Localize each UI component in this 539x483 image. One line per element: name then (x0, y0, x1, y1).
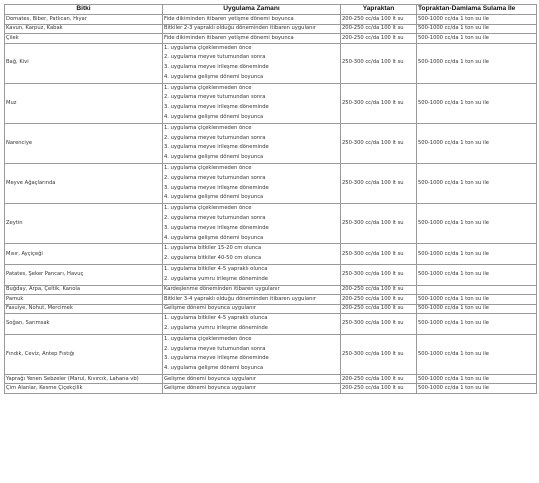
timing-step: Gelişme dönemi boyunca uygulanır (164, 375, 256, 382)
timing-cell (163, 314, 341, 335)
table-row (5, 314, 537, 335)
foliar-dose-cell: 250-300 cc/da 100 lt su (341, 244, 417, 265)
timing-step: 4. uygulama gelişme dönemi boyunca (164, 194, 264, 201)
foliar-dose-cell: 250-300 cc/da 100 lt su (341, 314, 417, 335)
foliar-dose-cell: 250-300 cc/da 100 lt su (341, 334, 417, 374)
soil-dose-cell: 500-1000 cc/da 1 ton su ile (417, 374, 537, 384)
timing-step: 1. uygulama çiçeklenmeden önce (164, 84, 252, 91)
timing-step: 1. uygulama bitkiler 4-5 yapraklı olunca (164, 266, 268, 273)
plant-cell: Fındık, Ceviz, Antep Fıstığı (5, 334, 163, 374)
table-row (5, 164, 537, 204)
foliar-dose-cell: 250-300 cc/da 100 lt su (341, 265, 417, 286)
foliar-dose-cell: 250-300 cc/da 100 lt su (341, 43, 417, 83)
table-row (5, 34, 537, 44)
plant-cell: Buğday, Arpa, Çeltik, Kanola (5, 285, 163, 295)
timing-step: 4. uygulama gelişme dönemi boyunca (164, 73, 264, 80)
timing-step: 2. uygulama yumru irileşme döneminde (164, 275, 268, 282)
soil-dose-cell: 500-1000 cc/da 1 ton su ile (417, 164, 537, 204)
foliar-dose-cell: 200-250 cc/da 100 lt su (341, 15, 417, 25)
timing-step: 3. uygulama meyve irileşme döneminde (164, 144, 269, 151)
plant-cell: Mısır, Ayçiçeği (5, 244, 163, 265)
table-row (5, 204, 537, 244)
timing-cell (163, 24, 341, 34)
soil-dose-cell: 500-1000 cc/da 1 ton su ile (417, 334, 537, 374)
timing-cell (163, 295, 341, 305)
timing-step: 2. uygulama meyve tutumundan sonra (164, 215, 266, 222)
plant-cell: Muz (5, 83, 163, 123)
timing-step: Fide dikiminden itibaren yetişme dönemi boyunca (164, 15, 294, 22)
table-row (5, 24, 537, 34)
foliar-dose-cell: 250-300 cc/da 100 lt su (341, 204, 417, 244)
plant-cell: Bağ, Kivi (5, 43, 163, 83)
timing-step: 3. uygulama meyve irileşme döneminde (164, 224, 269, 231)
timing-step: Gelişme dönemi boyunca uygulanır (164, 305, 256, 312)
timing-cell (163, 34, 341, 44)
timing-step: 1. uygulama çiçeklenmeden önce (164, 165, 252, 172)
header-timing: Uygulama Zamanı (163, 5, 341, 15)
header-plant: Bitki (5, 5, 163, 15)
soil-dose-cell: 500-1000 cc/da 1 ton su ile (417, 384, 537, 394)
timing-step: 2. uygulama yumru irileşme döneminde (164, 324, 268, 331)
table-body (5, 15, 537, 394)
header-foliar: Yapraktan (341, 5, 417, 15)
timing-cell (163, 265, 341, 286)
plant-cell: Soğan, Sarımsak (5, 314, 163, 335)
soil-dose-cell: 500-1000 cc/da 1 ton su ile (417, 314, 537, 335)
timing-cell (163, 304, 341, 314)
header-row (5, 5, 537, 15)
plant-cell: Pamuk (5, 295, 163, 305)
timing-step: 1. uygulama bitkiler 15-20 cm olunca (164, 245, 262, 252)
timing-step: Kardeşlenme döneminden itibaren uygulanır (164, 286, 280, 293)
table-row (5, 244, 537, 265)
timing-cell (163, 334, 341, 374)
soil-dose-cell: 500-1000 cc/da 1 ton su ile (417, 83, 537, 123)
soil-dose-cell: 500-1000 cc/da 1 ton su ile (417, 295, 537, 305)
soil-dose-cell: 500-1000 cc/da 1 ton su ile (417, 244, 537, 265)
soil-dose-cell: 500-1000 cc/da 1 ton su ile (417, 43, 537, 83)
timing-step: 3. uygulama meyve irileşme döneminde (164, 184, 269, 191)
plant-cell: Kavun, Karpuz, Kabak (5, 24, 163, 34)
foliar-dose-cell: 250-300 cc/da 100 lt su (341, 123, 417, 163)
timing-cell (163, 43, 341, 83)
timing-step: 4. uygulama gelişme dönemi boyunca (164, 114, 264, 121)
soil-dose-cell: 500-1000 cc/da 1 ton su ile (417, 123, 537, 163)
foliar-dose-cell: 200-250 cc/da 100 lt su (341, 374, 417, 384)
table-row (5, 304, 537, 314)
foliar-dose-cell: 200-250 cc/da 100 lt su (341, 34, 417, 44)
timing-step: 4. uygulama gelişme dönemi boyunca (164, 365, 264, 372)
timing-step: 4. uygulama gelişme dönemi boyunca (164, 234, 264, 241)
plant-cell: Domates, Biber, Patlıcan, Hıyar (5, 15, 163, 25)
table-row (5, 295, 537, 305)
foliar-dose-cell: 200-250 cc/da 100 lt su (341, 295, 417, 305)
soil-dose-cell: 500-1000 cc/da 1 ton su ile (417, 15, 537, 25)
foliar-dose-cell: 200-250 cc/da 100 lt su (341, 24, 417, 34)
timing-step: 2. uygulama bitkiler 40-50 cm olunca (164, 255, 262, 262)
timing-step: 2. uygulama meyve tutumundan sonra (164, 94, 266, 101)
timing-step: 1. uygulama çiçeklenmeden önce (164, 124, 252, 131)
timing-cell (163, 244, 341, 265)
foliar-dose-cell: 200-250 cc/da 100 lt su (341, 304, 417, 314)
timing-step: Gelişme dönemi boyunca uygulanır (164, 385, 256, 392)
timing-step: 1. uygulama çiçeklenmeden önce (164, 205, 252, 212)
dosage-table (4, 4, 537, 394)
timing-step: 3. uygulama meyve irileşme döneminde (164, 64, 269, 71)
table-row (5, 43, 537, 83)
timing-step: Bitkiler 2-3 yapraklı olduğu döneminden itibaren uygulanır (164, 25, 316, 32)
plant-cell: Zeytin (5, 204, 163, 244)
soil-dose-cell (417, 285, 537, 295)
table-row (5, 265, 537, 286)
timing-step: 3. uygulama meyve irileşme döneminde (164, 355, 269, 362)
foliar-dose-cell: 200-250 cc/da 100 lt su (341, 384, 417, 394)
timing-cell (163, 15, 341, 25)
table-row (5, 285, 537, 295)
timing-step: 2. uygulama meyve tutumundan sonra (164, 174, 266, 181)
timing-step: 1. uygulama bitkiler 4-5 yapraklı olunca (164, 315, 268, 322)
timing-cell (163, 374, 341, 384)
soil-dose-cell: 500-1000 cc/da 1 ton su ile (417, 204, 537, 244)
plant-cell: Çilek (5, 34, 163, 44)
timing-step: 1. uygulama çiçeklenmeden önce (164, 44, 252, 51)
timing-step: 3. uygulama meyve irileşme döneminde (164, 104, 269, 111)
timing-step: 1. uygulama çiçeklenmeden önce (164, 335, 252, 342)
soil-dose-cell: 500-1000 cc/da 1 ton su ile (417, 24, 537, 34)
timing-step: 2. uygulama meyve tutumundan sonra (164, 345, 266, 352)
header-soil: Topraktan-Damlama Sulama İle (417, 5, 537, 15)
timing-step: 4. uygulama gelişme dönemi boyunca (164, 154, 264, 161)
plant-cell: Yaprağı Yenen Sebzeler (Marul, Kıvırcık, Lahana vb) (5, 374, 163, 384)
timing-cell (163, 384, 341, 394)
table-row (5, 374, 537, 384)
table-row (5, 83, 537, 123)
timing-cell (163, 164, 341, 204)
plant-cell: Fasulye, Nohut, Mercimek (5, 304, 163, 314)
table-row (5, 123, 537, 163)
plant-cell: Narenciye (5, 123, 163, 163)
soil-dose-cell: 500-1000 cc/da 1 ton su ile (417, 34, 537, 44)
timing-cell (163, 285, 341, 295)
timing-step: Bitkiler 3-4 yapraklı olduğu döneminden itibaren uygulanır (164, 295, 316, 302)
table-row (5, 384, 537, 394)
timing-step: 2. uygulama meyve tutumundan sonra (164, 134, 266, 141)
soil-dose-cell: 500-1000 cc/da 1 ton su ile (417, 265, 537, 286)
timing-cell (163, 123, 341, 163)
table-row (5, 334, 537, 374)
foliar-dose-cell: 250-300 cc/da 100 lt su (341, 164, 417, 204)
timing-step: Fide dikiminden itibaren yetişme dönemi boyunca (164, 34, 294, 41)
plant-cell: Çim Alanlar, Kesme Çiçekçilik (5, 384, 163, 394)
table-row (5, 15, 537, 25)
plant-cell: Meyve Ağaçlarında (5, 164, 163, 204)
soil-dose-cell: 500-1000 cc/da 1 ton su ile (417, 304, 537, 314)
timing-cell (163, 83, 341, 123)
timing-cell (163, 204, 341, 244)
foliar-dose-cell: 200-250 cc/da 100 lt su (341, 285, 417, 295)
plant-cell: Patates, Şeker Pancarı, Havuç (5, 265, 163, 286)
foliar-dose-cell: 250-300 cc/da 100 lt su (341, 83, 417, 123)
timing-step: 2. uygulama meyve tutumundan sonra (164, 54, 266, 61)
